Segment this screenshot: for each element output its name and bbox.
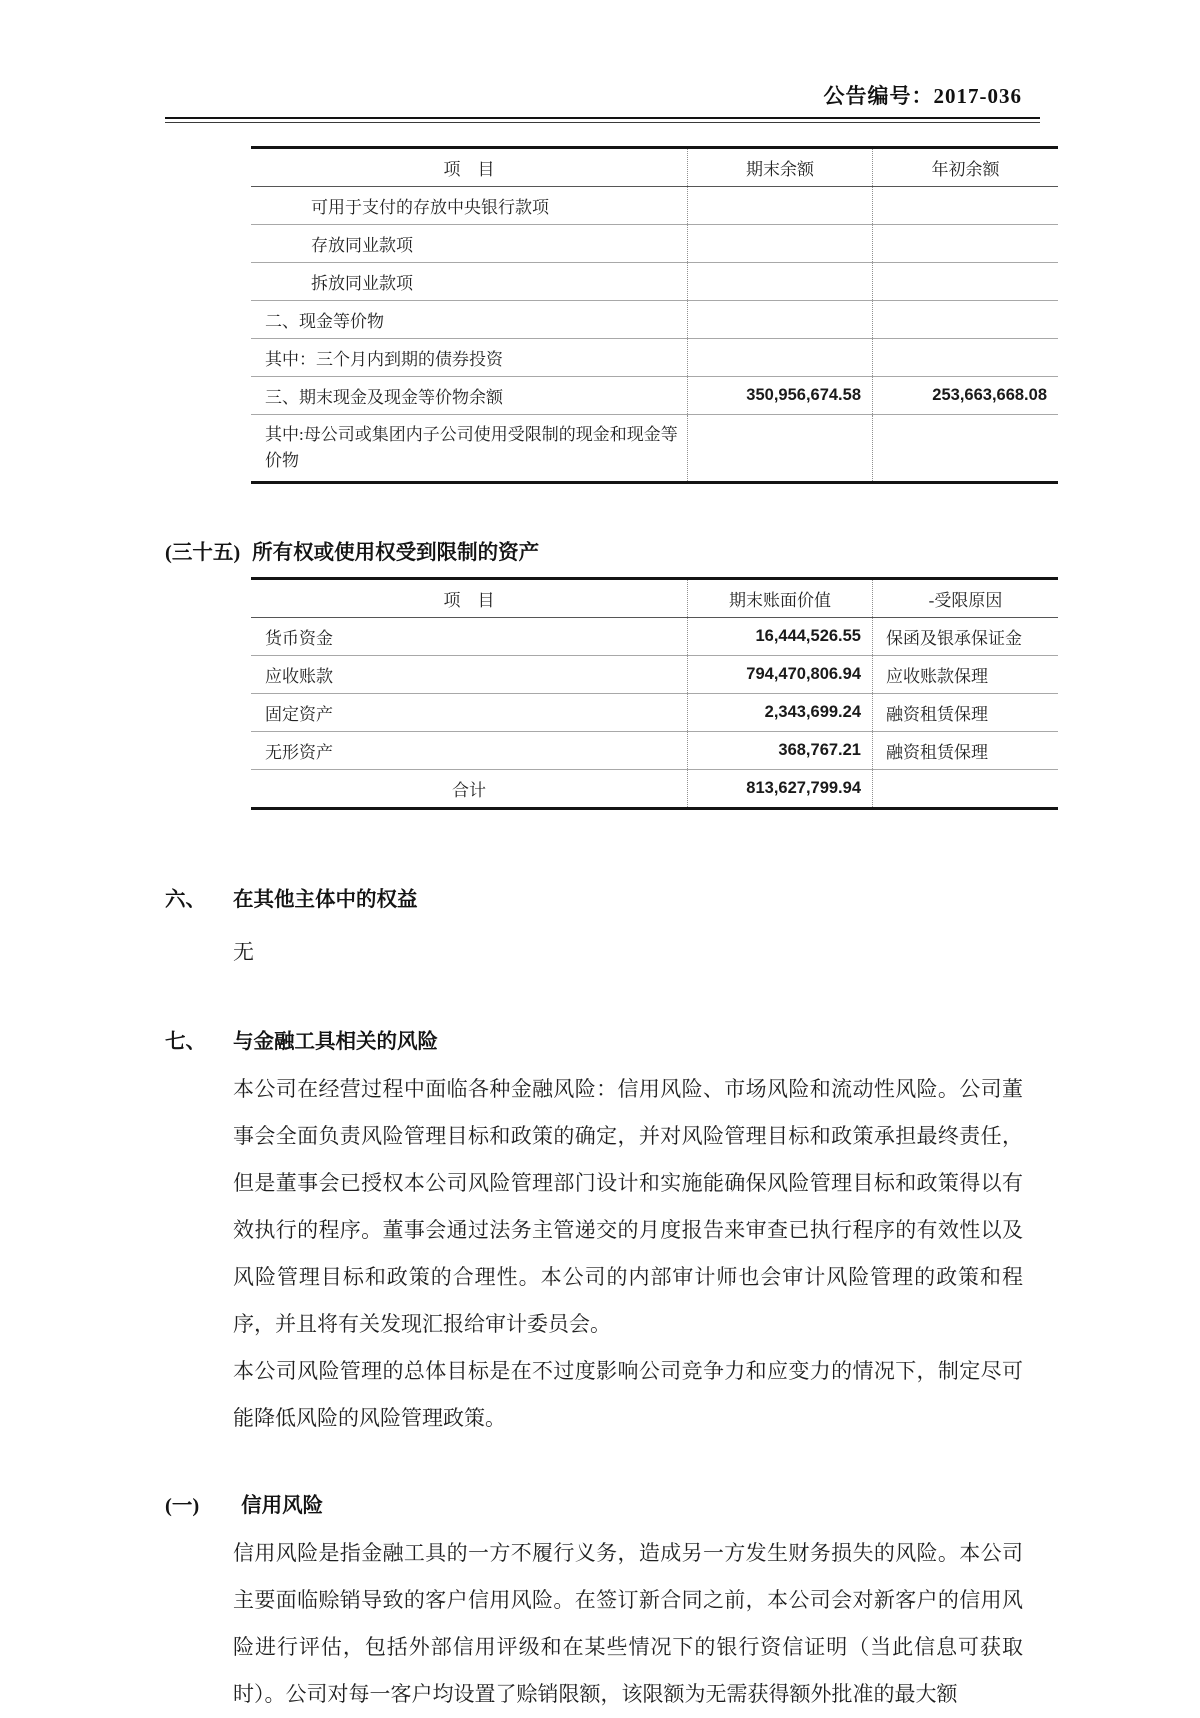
- table-row: [251, 187, 1058, 225]
- row-value-begin: [872, 187, 1058, 224]
- row-value: 16,444,526.55: [687, 618, 872, 655]
- row-label: 应收账款: [265, 667, 333, 686]
- column-header-restriction-reason: -受限原因: [872, 580, 1058, 617]
- row-value-begin: [872, 415, 1058, 481]
- section-title: 在其他主体中的权益: [233, 889, 418, 911]
- row-value-begin: 253,663,668.08: [872, 377, 1058, 414]
- paragraph: 本公司在经营过程中面临各种金融风险：信用风险、市场风险和流动性风险。公司董事会全面负责风险管理目标和政策的确定，并对风险管理目标和政策承担最终责任，但是董事会已授权本公司风险管理部门设计和实施能确保风险管理目标和政策得以有效执行的程序。董事会通过法务主管递交的月度报告来审查已执行程序的有效性以及风险管理目标和政策的合理性。本公司的内部审计师也会审计风险管理的政策和程序，并且将有关发现汇报给审计委员会。: [233, 1077, 1023, 1336]
- section-title: 所有权或使用权受到限制的资产: [252, 542, 540, 564]
- row-value: 2,343,699.24: [687, 694, 872, 731]
- total-reason: [872, 770, 1058, 807]
- row-label: 其中:母公司或集团内子公司使用受限制的现金和现金等价物: [265, 424, 678, 470]
- table-row: [251, 694, 1058, 732]
- paragraph: 信用风险是指金融工具的一方不履行义务，造成另一方发生财务损失的风险。本公司主要面临赊销导致的客户信用风险。在签订新合同之前，本公司会对新客户的信用风险进行评估，包括外部信用评级和在某些情况下的银行资信证明（当此信息可获取时）。公司对每一客户均设置了赊销限额，该限额为无需获得额外批准的最大额: [233, 1541, 1023, 1706]
- total-label: 合计: [452, 781, 486, 800]
- row-label: 固定资产: [265, 705, 333, 724]
- cash-equivalents-table: [251, 146, 1058, 484]
- column-header-beginning-balance: 年初余额: [872, 149, 1058, 186]
- row-value: 368,767.21: [687, 732, 872, 769]
- section-title: 与金融工具相关的风险: [233, 1031, 438, 1053]
- table-header-row: [251, 149, 1058, 187]
- table-row: [251, 263, 1058, 301]
- column-header-item: 项 目: [443, 591, 495, 610]
- row-label: 可用于支付的存放中央银行款项: [311, 198, 549, 217]
- row-value-end: [687, 225, 872, 262]
- column-header-ending-balance: 期末余额: [687, 149, 872, 186]
- row-value-end: [687, 415, 872, 481]
- table-row: [251, 415, 1058, 481]
- row-label: 货币资金: [265, 629, 333, 648]
- row-reason: 融资租赁保理: [872, 732, 1058, 769]
- table-header-row: [251, 580, 1058, 618]
- row-label: 三、期末现金及现金等价物余额: [265, 388, 503, 407]
- row-label: 无形资产: [265, 743, 333, 762]
- table-row: [251, 225, 1058, 263]
- header-divider-rule: [165, 117, 1040, 123]
- row-value-begin: [872, 225, 1058, 262]
- row-label: 其中：三个月内到期的债券投资: [265, 350, 503, 369]
- row-value-begin: [872, 263, 1058, 300]
- table-row: [251, 301, 1058, 339]
- announcement-number: 公告编号：2017-036: [823, 84, 1022, 108]
- table-row: [251, 618, 1058, 656]
- column-header-item: 项 目: [443, 160, 495, 179]
- row-reason: 应收账款保理: [872, 656, 1058, 693]
- table-row: [251, 339, 1058, 377]
- row-label: 拆放同业款项: [311, 274, 413, 293]
- section-number: (一): [165, 1495, 200, 1517]
- row-value-begin: [872, 301, 1058, 338]
- table-total-row: [251, 770, 1058, 807]
- table-row: [251, 377, 1058, 415]
- section-heading-restricted-assets: [165, 535, 1040, 565]
- table-row: [251, 732, 1058, 770]
- section-body-none: 无: [233, 940, 254, 964]
- row-value-end: [687, 263, 872, 300]
- table-row: [251, 656, 1058, 694]
- row-value-end: [687, 301, 872, 338]
- paragraph: 本公司风险管理的总体目标是在不过度影响公司竞争力和应变力的情况下，制定尽可能降低风险的风险管理政策。: [233, 1359, 1023, 1430]
- section-heading-credit-risk: [165, 1488, 1040, 1518]
- row-reason: 保函及银承保证金: [872, 618, 1058, 655]
- section-heading-interests-in-other-entities: [165, 882, 1040, 912]
- credit-risk-body: [233, 1530, 1023, 1718]
- row-label: 存放同业款项: [311, 236, 413, 255]
- row-value: 794,470,806.94: [687, 656, 872, 693]
- section-number: 七、: [165, 1031, 206, 1053]
- total-value: 813,627,799.94: [687, 770, 872, 807]
- row-value-end: [687, 187, 872, 224]
- row-reason: 融资租赁保理: [872, 694, 1058, 731]
- restricted-assets-table: [251, 577, 1058, 810]
- section-number: (三十五): [165, 542, 241, 564]
- section-number: 六、: [165, 889, 206, 911]
- section7-body: [233, 1066, 1023, 1442]
- row-value-begin: [872, 339, 1058, 376]
- section-title: 信用风险: [241, 1495, 324, 1517]
- row-value-end: 350,956,674.58: [687, 377, 872, 414]
- row-label: 二、现金等价物: [265, 312, 384, 331]
- column-header-book-value: 期末账面价值: [687, 580, 872, 617]
- section-heading-financial-instrument-risks: [165, 1024, 1040, 1054]
- row-value-end: [687, 339, 872, 376]
